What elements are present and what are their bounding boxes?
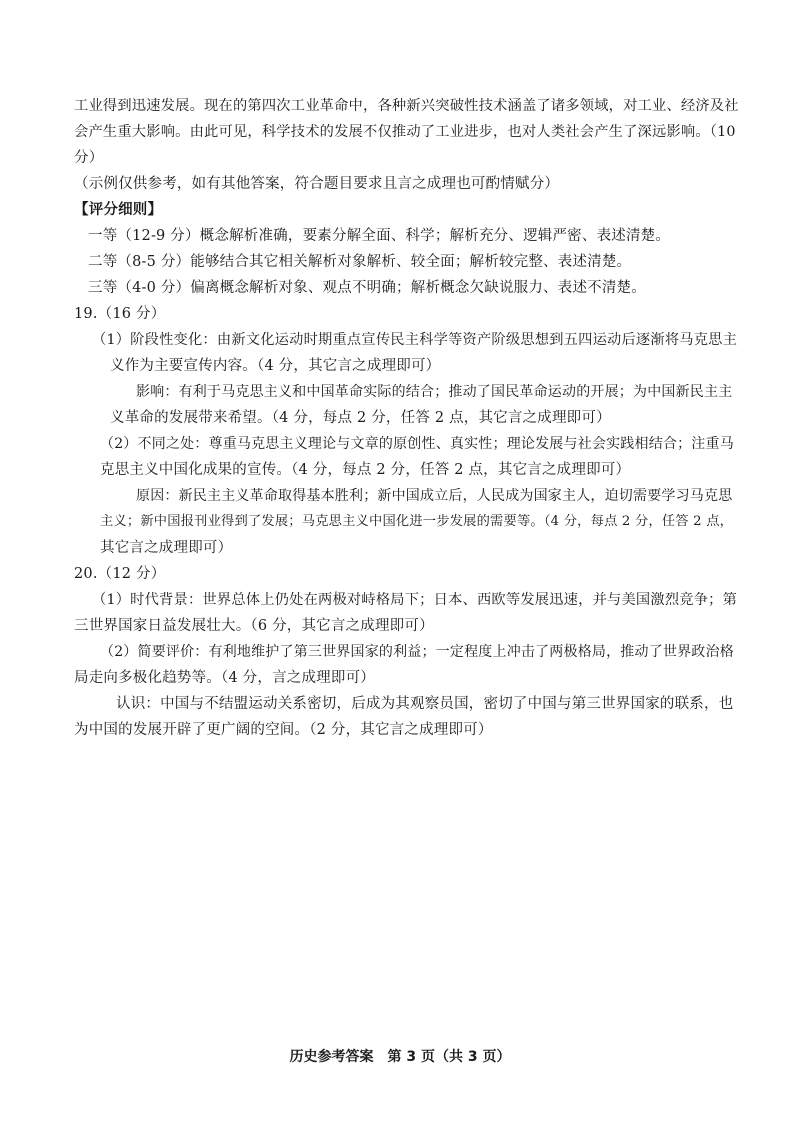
q20-part2-line2: 局走向多极化趋势等。（4 分，言之成理即可） <box>74 670 375 686</box>
intro-line-3: 分） <box>74 150 104 166</box>
intro-line-2: 会产生重大影响。由此可见，科学技术的发展不仅推动了工业进步，也对人类社会产生了深远影响。（10 <box>74 124 736 140</box>
rubric-heading: 【评分细则】 <box>74 201 163 218</box>
intro-line-1: 工业得到迅速发展。现在的第四次工业革命中，各种新兴突破性技术涵盖了诸多领域，对工业、经济及社 <box>74 98 739 114</box>
q19-part1-line2: 义作为主要宣传内容。（4 分，其它言之成理即可） <box>110 358 441 374</box>
q19-part2-line2: 克思主义中国化成果的宣传。（4 分，每点 2 分，任答 2 点，其它言之成理即可） <box>100 462 631 478</box>
intro-note: （示例仅供参考，如有其他答案，符合题目要求且言之成理也可酌情赋分） <box>74 176 560 192</box>
q19-header: 19.（16 分） <box>74 306 166 322</box>
q19-impact-line2: 义革命的发展带来希望。（4 分，每点 2 分，任答 2 点，其它言之成理即可） <box>110 410 611 426</box>
q20-part1-line2: 三世界国家日益发展壮大。（6 分，其它言之成理即可） <box>74 618 434 634</box>
q20-part1-line1: （1）时代背景：世界总体上仍处在两极对峙格局下；日本、西欧等发展迅速，并与美国激烈竞争；第 <box>92 592 738 608</box>
q20-understanding-line2: 为中国的发展开辟了更广阔的空间。（2 分，其它言之成理即可） <box>74 722 493 738</box>
q20-understanding-line1: 认识：中国与不结盟运动关系密切，后成为其观察员国，密切了中国与第三世界国家的联系，也 <box>116 696 734 712</box>
q19-reason-line2: 主义；新中国报刊业得到了发展；马克思主义中国化进一步发展的需要等。（4 分，每点 2 分，任答 2 点， <box>100 514 734 529</box>
q20-part2-line1: （2）简要评价：有利地维护了第三世界国家的利益；一定程度上冲击了两极格局，推动了世界政治格 <box>100 644 734 660</box>
q19-reason-line1: 原因：新民主主义革命取得基本胜利；新中国成立后，人民成为国家主人，迫切需要学习马克思 <box>136 488 733 504</box>
rubric-tier-1: 一等（12-9 分）概念解析准确，要素分解全面、科学；解析充分、逻辑严密、表述清楚。 <box>88 228 671 244</box>
page-footer: 历史参考答案 第 3 页（共 3 页） <box>289 1049 511 1065</box>
q19-part2-line1: （2）不同之处：尊重马克思主义理论与文章的原创性、真实性；理论发展与社会实践相结合；注重马 <box>100 436 734 452</box>
q20-header: 20.（12 分） <box>74 566 166 582</box>
rubric-tier-2: 二等（8-5 分）能够结合其它相关解析对象解析、较全面；解析较完整、表述清楚。 <box>88 254 632 270</box>
q19-part1-line1: （1）阶段性变化：由新文化运动时期重点宣传民主科学等资产阶级思想到五四运动后逐渐将马克思主 <box>92 332 738 348</box>
q19-impact-line1: 影响：有利于马克思主义和中国革命实际的结合；推动了国民革命运动的开展；为中国新民主主 <box>136 384 733 400</box>
rubric-tier-3: 三等（4-0 分）偏离概念解析对象、观点不明确；解析概念欠缺说服力、表述不清楚。 <box>88 280 646 296</box>
q19-reason-line3: 其它言之成理即可） <box>100 540 233 556</box>
